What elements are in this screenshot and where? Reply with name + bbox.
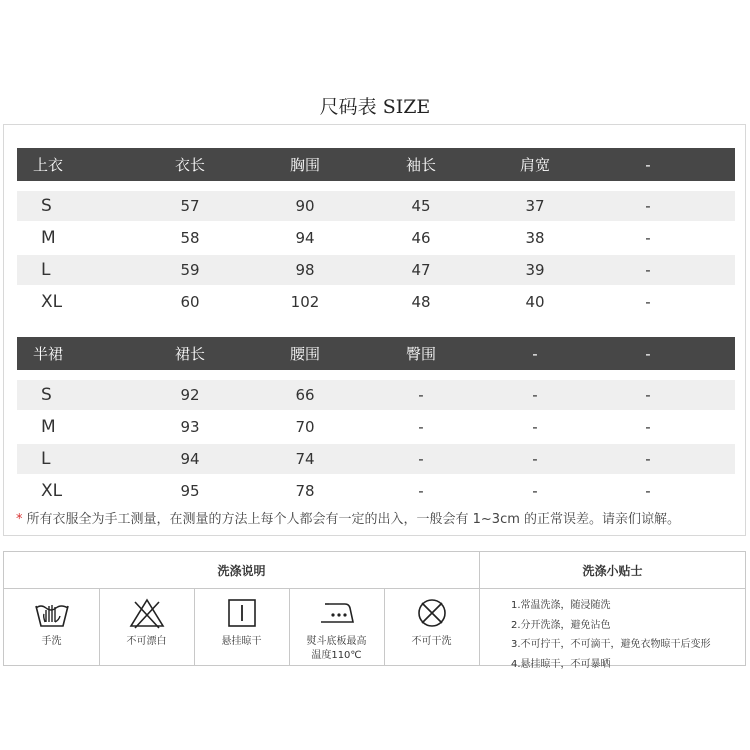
care-item-hand-wash <box>4 588 99 666</box>
table-cell: - <box>645 293 651 311</box>
care-label: 悬挂晾干 <box>221 636 262 647</box>
table-cell: 38 <box>525 229 545 247</box>
table-cell: - <box>645 386 651 404</box>
skirt-header-waist: 腰围 <box>289 345 320 363</box>
care-tip: 1.常温洗涤，随浸随洗 <box>511 600 611 611</box>
table-cell: 78 <box>295 482 315 500</box>
care-label: 温度110℃ <box>311 650 362 661</box>
top-header-shoulder: 肩宽 <box>519 156 550 174</box>
table-cell: 59 <box>180 261 200 279</box>
skirt-header-length: 裙长 <box>174 345 205 363</box>
table-cell: 90 <box>295 197 315 215</box>
size-label: L <box>41 449 51 469</box>
top-table-header <box>17 148 735 181</box>
hand-wash-icon <box>32 596 72 630</box>
table-cell: - <box>645 482 651 500</box>
table-cell: 102 <box>290 293 320 311</box>
care-label: 不可漂白 <box>126 636 167 647</box>
table-cell: 94 <box>180 450 200 468</box>
table-cell: 70 <box>295 418 315 436</box>
table-cell: - <box>645 261 651 279</box>
table-cell: - <box>418 482 424 500</box>
care-label: 不可干洗 <box>411 636 452 647</box>
table-cell: - <box>645 229 651 247</box>
table-cell: 37 <box>525 197 545 215</box>
table-cell: - <box>645 418 651 436</box>
top-header-chest: 胸围 <box>289 156 320 174</box>
top-header-length: 衣长 <box>174 156 205 174</box>
size-label: S <box>41 385 52 405</box>
table-row <box>17 287 735 317</box>
top-header-category: 上衣 <box>33 156 64 174</box>
care-tip: 2.分开洗涤，避免沾色 <box>511 619 611 631</box>
size-label: S <box>41 196 52 216</box>
table-cell: 39 <box>525 261 545 279</box>
table-row <box>17 191 735 221</box>
table-cell: 98 <box>295 261 315 279</box>
table-cell: 92 <box>180 386 200 404</box>
table-cell: 47 <box>411 261 431 279</box>
table-cell: - <box>532 418 538 436</box>
skirt-header-category: 半裙 <box>33 345 64 363</box>
no-dry-clean-icon <box>412 596 452 630</box>
table-cell: - <box>418 450 424 468</box>
care-item-iron <box>289 588 384 666</box>
care-instructions-title: 洗涤说明 <box>4 552 479 589</box>
table-cell: - <box>532 386 538 404</box>
table-cell: 95 <box>180 482 200 500</box>
care-tip: 3.不可拧干，不可滴干，避免衣物晾干后变形 <box>511 639 711 650</box>
table-cell: 46 <box>411 229 431 247</box>
care-tips-title: 洗涤小贴士 <box>480 552 745 589</box>
table-cell: 57 <box>180 197 200 215</box>
table-row <box>17 255 735 285</box>
table-cell: 66 <box>295 386 315 404</box>
skirt-header-extra: - <box>532 344 538 363</box>
skirt-table-header <box>17 337 735 370</box>
table-cell: - <box>645 450 651 468</box>
hang-dry-icon <box>222 596 262 630</box>
top-header-extra: - <box>645 155 651 174</box>
page-title: 尺码表 SIZE <box>319 96 431 118</box>
measurement-note <box>16 508 680 527</box>
skirt-header-hip: 臀围 <box>405 345 436 363</box>
table-row <box>17 476 735 506</box>
care-item-no-bleach <box>99 588 194 666</box>
table-cell: 58 <box>180 229 200 247</box>
table-cell: 48 <box>411 293 431 311</box>
table-cell: 40 <box>525 293 545 311</box>
size-label: L <box>41 260 51 280</box>
size-label: XL <box>41 292 63 312</box>
care-tip: 4.悬挂晾干，不可暴晒 <box>511 658 611 670</box>
skirt-header-extra: - <box>645 344 651 363</box>
size-label: XL <box>41 481 63 501</box>
care-tips-list <box>511 596 711 674</box>
table-cell: 74 <box>295 450 315 468</box>
care-label: 熨斗底板最高 <box>306 636 367 647</box>
table-cell: 93 <box>180 418 200 436</box>
table-row <box>17 444 735 474</box>
table-row <box>17 412 735 442</box>
table-cell: - <box>418 418 424 436</box>
note-asterisk: * <box>16 512 23 527</box>
iron-icon <box>317 596 357 630</box>
care-label: 手洗 <box>41 636 62 647</box>
size-label: M <box>41 228 56 248</box>
table-cell: 94 <box>295 229 315 247</box>
table-cell: - <box>418 386 424 404</box>
care-item-hang-dry <box>194 588 289 666</box>
no-bleach-icon <box>127 596 167 630</box>
table-cell: 60 <box>180 293 200 311</box>
care-item-no-dry-clean <box>384 588 479 666</box>
table-row <box>17 380 735 410</box>
note-text: 所有衣服全为手工测量，在测量的方法上每个人都会有一定的出入，一般会有 1~3cm 的正常误差。请亲们谅解。 <box>26 512 681 527</box>
table-cell: - <box>532 482 538 500</box>
top-header-sleeve: 袖长 <box>405 156 436 174</box>
table-cell: 45 <box>411 197 431 215</box>
table-cell: - <box>532 450 538 468</box>
table-row <box>17 223 735 253</box>
divider <box>479 552 480 665</box>
size-label: M <box>41 417 56 437</box>
table-cell: - <box>645 197 651 215</box>
care-label-multiline <box>289 635 384 663</box>
size-chart-panel <box>3 124 746 536</box>
